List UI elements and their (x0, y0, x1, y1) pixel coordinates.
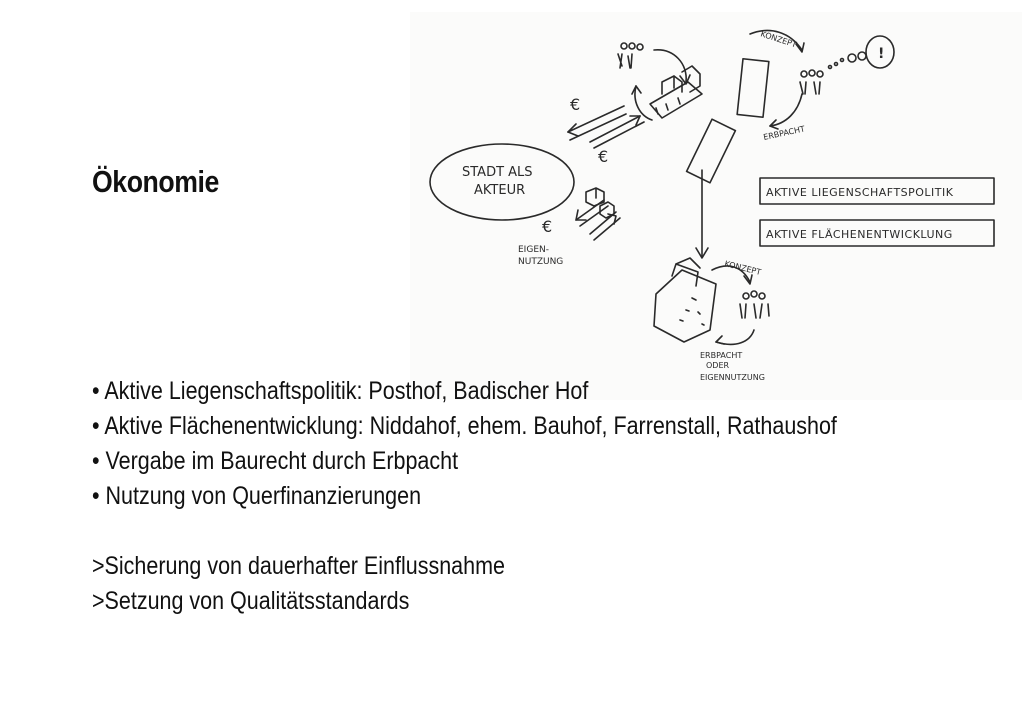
euro-sign-1: € (570, 95, 581, 114)
bullet-list (92, 374, 992, 619)
bullet-item: • Nutzung von Querfinanzierungen (92, 482, 422, 510)
people-group-top-right-icon (800, 36, 894, 94)
exclamation-icon: ! (878, 46, 885, 62)
conclusion-item: >Sicherung von dauerhafter Einflussnahme (92, 552, 505, 580)
building-block-top-icon (650, 66, 702, 118)
building-lower-icon (654, 258, 716, 342)
bullet-item: • Aktive Flächenentwicklung: Niddahof, ehem. Bauhof, Farrenstall, Rathaushof (92, 412, 837, 440)
slide-title: Ökonomie (92, 164, 219, 199)
conclusion-item: >Setzung von Qualitätsstandards (92, 587, 410, 615)
liegenschaft-box-label: AKTIVE LIEGENSCHAFTSPOLITIK (766, 186, 954, 199)
erbpacht-oder-line1: ERBPACHT (700, 351, 743, 360)
erbpacht-label-top: ERBPACHT (762, 124, 806, 142)
konzept-label-top: KONZEPT (759, 29, 798, 50)
euro-sign-2: € (598, 147, 609, 166)
stadt-label-line2: AKTEUR (474, 183, 526, 198)
people-group-top-left-icon (618, 43, 643, 68)
erbpacht-oder-line3: EIGENNUTZUNG (700, 373, 765, 382)
eigen-label-line1: EIGEN- (518, 245, 549, 255)
small-building-icon (586, 188, 604, 206)
euro-sign-3: € (542, 217, 553, 236)
spacer (92, 514, 992, 549)
flaeche-box-label: AKTIVE FLÄCHENENTWICKLUNG (766, 228, 953, 241)
stadt-ellipse (430, 144, 574, 220)
eigen-label-line2: NUTZUNG (518, 257, 564, 267)
bullet-item: • Vergabe im Baurecht durch Erbpacht (92, 447, 459, 475)
sketch-drawing (410, 12, 1022, 400)
konzept-label-lower: KONZEPT (723, 259, 762, 277)
plot-rect-middle (687, 119, 736, 183)
people-group-lower-icon (740, 291, 769, 318)
bullet-item: • Aktive Liegenschaftspolitik: Posthof, Badischer Hof (92, 377, 589, 405)
curve-arrow-left (635, 86, 652, 120)
stadt-label-line1: STADT ALS (462, 165, 533, 180)
concept-sketch (410, 12, 1022, 400)
erbpacht-oder-line2: ODER (706, 361, 730, 370)
plot-rect-top (737, 59, 769, 117)
